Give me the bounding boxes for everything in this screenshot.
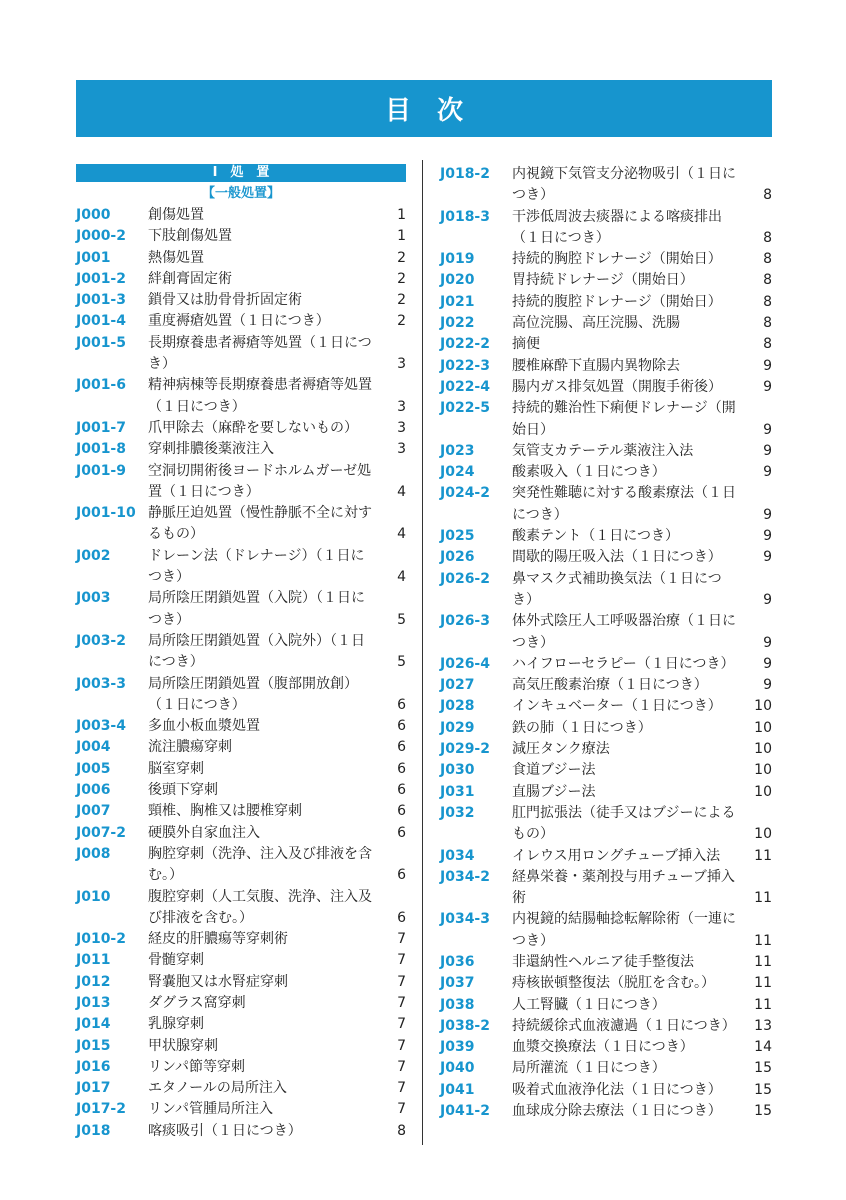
entry-code: J028 [440,698,475,715]
entry-page-number: 7 [397,952,406,969]
entry-page-number: 6 [397,909,406,926]
entry-title: 鎖骨又は肋骨骨折固定術 [148,292,302,309]
entry-page-number: 9 [763,357,772,374]
toc-entry[interactable] [76,1036,406,1057]
toc-entry[interactable] [440,377,772,398]
toc-entry[interactable] [76,780,406,801]
entry-title: リンパ管腫局所注入 [148,1101,274,1118]
toc-entry[interactable] [76,546,406,589]
entry-title: リンパ節等穿刺 [148,1058,246,1075]
entry-code: J017 [76,1080,111,1097]
entry-page-number: 1 [397,228,406,245]
entry-code: J008 [76,845,111,862]
entry-page-number: 5 [397,611,406,628]
entry-title: 創傷処置 [148,207,204,223]
entry-page-number: 2 [397,270,406,287]
entry-title: 空洞切開術後ヨードホルムガーゼ処置（１日につき） [148,462,372,500]
toc-entry[interactable] [76,631,406,674]
entry-code: J041-2 [440,1103,490,1120]
entry-code: J024 [440,464,475,481]
entry-page-number: 9 [763,634,772,651]
entry-title: 熱傷処置 [148,249,204,266]
entry-page-number: 10 [754,698,772,715]
entry-code: J016 [76,1058,111,1075]
toc-entry[interactable] [440,739,772,760]
entry-page-number: 15 [754,1060,772,1077]
entry-code: J036 [440,953,475,970]
entry-code: J023 [440,442,475,459]
entry-code: J003-4 [76,718,126,735]
entry-code: J019 [440,251,475,268]
entry-code: J038 [440,996,475,1013]
entry-page-number: 14 [754,1039,772,1056]
toc-entry[interactable] [76,993,406,1014]
entry-title: 精神病棟等長期療養患者褥瘡等処置（１日につき） [148,377,372,415]
entry-code: J007 [76,803,111,820]
entry-code: J024-2 [440,485,490,502]
entry-page-number: 4 [397,526,406,543]
entry-code: J003-2 [76,632,126,649]
entry-page-number: 6 [397,803,406,820]
entry-page-number: 7 [397,1058,406,1075]
entry-title: ハイフローセラピー（１日につき） [512,655,735,672]
toc-entry[interactable] [76,823,406,844]
entry-title: 脳室穿刺 [148,760,204,777]
entry-page-number: 8 [763,293,772,310]
toc-entry[interactable] [76,226,406,247]
toc-entry[interactable] [440,952,772,973]
entry-code: J001-7 [76,419,126,436]
toc-entry[interactable] [440,207,772,250]
entry-code: J005 [76,760,111,777]
toc-entry[interactable] [76,716,406,737]
entry-title: 血漿交換療法（１日につき） [512,1039,694,1056]
entry-code: J015 [76,1037,111,1054]
toc-entry[interactable] [440,441,772,462]
entry-page-number: 8 [763,187,772,204]
entry-title: 鼻マスク式補助換気法（１日につき） [512,570,722,608]
toc-entry[interactable] [440,995,772,1016]
entry-code: J034 [440,847,475,864]
toc-entry[interactable] [440,803,772,846]
entry-code: J034-3 [440,911,490,928]
entry-page-number: 10 [754,741,772,758]
entry-title: 穿刺排膿後薬液注入 [148,441,274,458]
toc-entry[interactable] [440,1037,772,1058]
entry-code: J025 [440,528,475,545]
column-divider [422,160,423,1145]
entry-page-number: 7 [397,1037,406,1054]
entry-code: J026 [440,549,475,566]
entry-title: 持続緩徐式血液濾過（１日につき） [512,1017,736,1034]
entry-code: J010 [76,888,111,905]
entry-code: J007-2 [76,824,126,841]
entry-title: 重度褥瘡処置（１日につき） [148,313,330,330]
entry-page-number: 9 [763,677,772,694]
entry-page-number: 9 [763,378,772,395]
entry-title: 持続的腹腔ドレナージ（開始日） [512,293,722,310]
entry-code: J022 [440,315,475,332]
toc-entry[interactable] [76,1014,406,1035]
entry-code: J006 [76,782,111,799]
toc-entry[interactable] [440,760,772,781]
entry-code: J003 [76,590,111,607]
toc-entry[interactable] [440,270,772,291]
entry-title: 爪甲除去（麻酔を要しないもの） [148,419,358,436]
toc-entry[interactable] [440,398,772,441]
toc-entry[interactable] [76,759,406,780]
entry-title: ドレーン法（ドレナージ）（１日につき） [148,547,365,586]
entry-page-number: 5 [397,654,406,671]
toc-entry[interactable] [440,973,772,994]
toc-entry[interactable] [76,674,406,717]
entry-title: 局所陰圧閉鎖処置（腹部開放創）（１日につき） [148,675,358,713]
entry-page-number: 4 [397,569,406,586]
toc-entry[interactable] [76,439,406,460]
entry-page-number: 8 [763,336,772,353]
entry-page-number: 8 [763,251,772,268]
entry-title: 局所陰圧閉鎖処置（入院外）（１日につき） [148,632,365,671]
entry-title: 腰椎麻酔下直腸内異物除去 [512,357,680,374]
entry-code: J026-2 [440,570,490,587]
toc-entry[interactable] [76,887,406,930]
toc-entry[interactable] [76,205,406,226]
entry-page-number: 3 [397,356,406,373]
entry-title: 突発性難聴に対する酸素療法（１日につき） [512,485,736,523]
entry-page-number: 6 [397,696,406,713]
toc-entry[interactable] [76,1057,406,1078]
toc-entry[interactable] [76,418,406,439]
entry-page-number: 9 [763,464,772,481]
entry-title: 胃持続ドレナージ（開始日） [512,272,694,289]
entry-title: 多血小板血漿処置 [148,718,260,735]
entry-code: J002 [76,547,111,564]
entry-title: 局所陰圧閉鎖処置（入院）（１日につき） [148,590,365,628]
entry-page-number: 6 [397,718,406,735]
entry-code: J029-2 [440,741,490,758]
toc-entry[interactable] [76,503,406,546]
entry-title: 間歇的陽圧吸入法（１日につき） [512,549,722,566]
entry-code: J001-8 [76,441,126,458]
entry-code: J013 [76,994,111,1011]
entry-title: 酸素吸入（１日につき） [512,464,666,481]
toc-entry[interactable] [76,929,406,950]
entry-code: J012 [76,973,111,990]
entry-code: J040 [440,1060,475,1077]
entry-title: インキュベーター（１日につき） [512,698,722,715]
entry-title: 絆創膏固定術 [148,270,232,287]
toc-entry[interactable] [76,972,406,993]
toc-entry[interactable] [440,526,772,547]
entry-code: J001-10 [76,505,136,522]
entry-code: J027 [440,677,475,694]
entry-page-number: 8 [763,229,772,246]
toc-entry[interactable] [76,844,406,887]
entry-title: イレウス用ロングチューブ挿入法 [512,847,721,864]
entry-page-number: 2 [397,292,406,309]
entry-page-number: 7 [397,1101,406,1118]
entry-title: 高位浣腸、高圧浣腸、洗腸 [512,315,680,332]
entry-code: J001-9 [76,462,126,479]
entry-code: J026-3 [440,613,490,630]
entry-code: J022-2 [440,336,490,353]
entry-code: J041 [440,1081,475,1098]
entry-code: J020 [440,272,475,289]
entry-title: 持続的胸腔ドレナージ（開始日） [512,251,722,268]
entry-page-number: 7 [397,1080,406,1097]
toc-right-column [440,164,772,1122]
entry-code: J026-4 [440,655,490,672]
entry-title: 痔核嵌頓整復法（脱肛を含む。） [512,975,715,992]
toc-entry[interactable] [440,718,772,739]
entry-title: 酸素テント（１日につき） [512,528,680,545]
entry-page-number: 2 [397,313,406,330]
entry-page-number: 6 [397,760,406,777]
toc-entry[interactable] [76,333,406,376]
entry-code: J038-2 [440,1017,490,1034]
entry-title: 高気圧酸素治療（１日につき） [512,677,708,694]
entry-title: 下肢創傷処置 [148,228,232,245]
toc-left-column [76,164,406,1142]
entry-code: J029 [440,719,475,736]
entry-page-number: 7 [397,994,406,1011]
entry-page-number: 9 [763,549,772,566]
entry-page-number: 4 [397,483,406,500]
toc-entry[interactable] [76,801,406,822]
entry-title: 後頭下穿刺 [148,782,218,799]
entry-title: 持続的難治性下痢便ドレナージ（開始日） [512,400,736,438]
entry-title: 非還納性ヘルニア徒手整復法 [512,953,694,970]
entry-page-number: 11 [754,996,772,1013]
entry-title: 経鼻栄養・薬剤投与用チューブ挿入術 [512,868,735,907]
entry-code: J001-3 [76,292,126,309]
entry-page-number: 9 [763,442,772,459]
entry-title: 吸着式血液浄化法（１日につき） [512,1081,722,1098]
toc-entry[interactable] [440,164,772,207]
toc-entry[interactable] [440,867,772,910]
entry-page-number: 11 [754,932,772,949]
toc-entry[interactable] [76,1099,406,1120]
subsection-heading: 【一般処置】 [201,186,280,201]
entry-page-number: 11 [754,975,772,992]
toc-entry[interactable] [76,248,406,269]
toc-header [76,80,772,137]
entry-page-number: 10 [754,783,772,800]
toc-left-list [76,205,406,1142]
entry-code: J000 [76,207,111,223]
entry-title: エタノールの局所注入 [148,1080,287,1097]
toc-entry[interactable] [76,588,406,631]
section-heading: Ⅰ 処 置 [76,164,406,182]
entry-code: J034-2 [440,868,490,885]
entry-code: J039 [440,1039,475,1056]
entry-title: 鉄の肺（１日につき） [512,719,652,736]
toc-entry[interactable] [440,1080,772,1101]
entry-code: J001-2 [76,270,126,287]
toc-entry[interactable] [440,313,772,334]
entry-page-number: 11 [754,847,772,864]
toc-entry[interactable] [440,249,772,270]
entry-title: 長期療養患者褥瘡等処置（１日につき） [148,334,372,373]
entry-code: J032 [440,804,475,821]
entry-title: 気管支カテーテル薬液注入法 [512,442,694,459]
entry-code: J021 [440,293,475,310]
entry-code: J004 [76,739,111,756]
entry-title: 人工腎臓（１日につき） [512,996,666,1013]
toc-entry[interactable] [76,1078,406,1099]
entry-page-number: 11 [754,953,772,970]
entry-page-number: 6 [397,782,406,799]
entry-title: 内視鏡的結腸軸捻転解除術（一連につき） [512,911,736,949]
entry-code: J000-2 [76,228,126,245]
toc-entry[interactable] [440,569,772,612]
toc-entry[interactable] [440,654,772,675]
toc-entry[interactable] [440,675,772,696]
entry-page-number: 10 [754,762,772,779]
entry-title: 減圧タンク療法 [512,741,610,758]
toc-entry[interactable] [440,1016,772,1037]
toc-entry[interactable] [440,1058,772,1079]
toc-right-list [440,164,772,1122]
entry-title: 経皮的肝膿瘍等穿刺術 [148,931,288,948]
toc-entry[interactable] [440,547,772,568]
toc-entry[interactable] [76,461,406,504]
entry-title: 内視鏡下気管支分泌物吸引（１日につき） [512,166,736,204]
entry-code: J031 [440,783,475,800]
entry-code: J018-2 [440,166,490,182]
entry-page-number: 7 [397,973,406,990]
toc-entry[interactable] [76,737,406,758]
toc-entry[interactable] [440,846,772,867]
toc-entry[interactable] [76,290,406,311]
toc-entry[interactable] [440,696,772,717]
entry-title: 乳腺穿刺 [148,1016,204,1033]
toc-entry[interactable] [440,1101,772,1122]
entry-title: 胸腔穿刺（洗浄、注入及び排液を含む。） [148,845,372,884]
entry-page-number: 8 [763,315,772,332]
entry-code: J037 [440,975,475,992]
entry-code: J014 [76,1016,111,1033]
entry-page-number: 13 [754,1017,772,1034]
toc-entry[interactable] [76,269,406,290]
entry-title: 静脈圧迫処置（慢性静脈不全に対するもの） [148,505,372,543]
page-title: 目 次 [384,96,463,126]
toc-entry[interactable] [440,483,772,526]
entry-code: J022-3 [440,357,490,374]
entry-page-number: 9 [763,591,772,608]
entry-code: J018 [76,1122,111,1139]
entry-page-number: 9 [763,421,772,438]
toc-entry[interactable] [440,909,772,952]
entry-title: 体外式陰圧人工呼吸器治療（１日につき） [512,613,736,651]
entry-page-number: 8 [397,1122,406,1139]
entry-page-number: 10 [754,719,772,736]
entry-code: J010-2 [76,931,126,948]
entry-title: 食道ブジー法 [512,762,596,779]
entry-title: 甲状腺穿刺 [148,1037,218,1054]
toc-entry[interactable] [76,1121,406,1142]
toc-entry[interactable] [440,462,772,483]
entry-page-number: 7 [397,1016,406,1033]
entry-code: J018-3 [440,208,490,225]
toc-entry[interactable] [76,375,406,418]
entry-code: J001 [76,249,111,266]
entry-title: 局所灌流（１日につき） [512,1060,666,1077]
entry-page-number: 6 [397,739,406,756]
toc-entry[interactable] [440,782,772,803]
entry-title: 喀痰吸引（１日につき） [148,1122,302,1139]
entry-page-number: 15 [754,1103,772,1120]
entry-title: 硬膜外自家血注入 [148,824,260,841]
entry-title: 直腸ブジー法 [512,783,596,800]
entry-page-number: 11 [754,890,772,907]
entry-title: 腎嚢胞又は水腎症穿刺 [148,973,288,990]
toc-entry[interactable] [440,334,772,355]
entry-title: ダグラス窩穿刺 [148,994,246,1011]
entry-title: 摘便 [512,336,540,353]
toc-entry[interactable] [440,356,772,377]
entry-code: J022-5 [440,400,490,417]
entry-code: J001-6 [76,377,126,394]
entry-page-number: 9 [763,528,772,545]
entry-page-number: 9 [763,655,772,672]
entry-title: 血球成分除去療法（１日につき） [512,1103,722,1120]
entry-code: J030 [440,762,475,779]
entry-code: J017-2 [76,1101,126,1118]
entry-title: 肛門拡張法（徒手又はブジーによるもの） [512,804,736,843]
entry-code: J003-3 [76,675,126,692]
entry-page-number: 6 [397,824,406,841]
entry-page-number: 3 [397,398,406,415]
entry-page-number: 7 [397,931,406,948]
entry-page-number: 10 [754,826,772,843]
entry-code: J011 [76,952,111,969]
toc-entry[interactable] [440,292,772,313]
entry-page-number: 6 [397,867,406,884]
entry-title: 腸内ガス排気処置（開腹手術後） [512,378,722,395]
entry-title: 流注膿瘍穿刺 [148,739,232,756]
entry-page-number: 9 [763,506,772,523]
entry-page-number: 3 [397,441,406,458]
entry-page-number: 8 [763,272,772,289]
entry-page-number: 2 [397,249,406,266]
entry-code: J001-5 [76,334,126,351]
entry-code: J001-4 [76,313,126,330]
toc-entry[interactable] [76,311,406,332]
entry-page-number: 1 [397,207,406,223]
toc-entry[interactable] [76,950,406,971]
entry-title: 骨髄穿刺 [148,952,204,969]
entry-title: 頸椎、胸椎又は腰椎穿刺 [148,803,302,820]
entry-page-number: 3 [397,419,406,436]
toc-entry[interactable] [440,611,772,654]
entry-title: 腹腔穿刺（人工気腹、洗浄、注入及び排液を含む。） [148,888,372,926]
entry-title: 干渉低周波去痰器による喀痰排出（１日につき） [512,208,722,246]
entry-page-number: 15 [754,1081,772,1098]
entry-code: J022-4 [440,378,490,395]
